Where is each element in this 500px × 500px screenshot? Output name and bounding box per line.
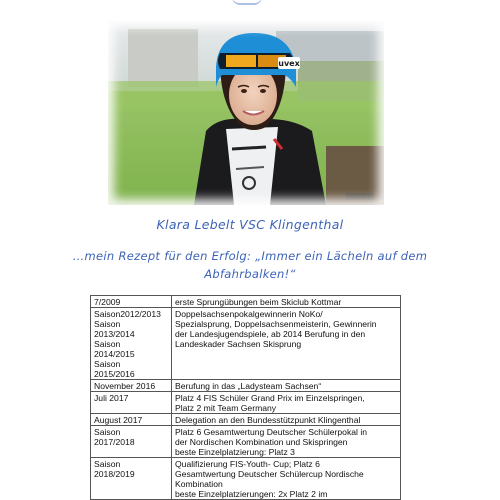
cell-line: Landeskader Sachsen Skisprung xyxy=(175,338,302,349)
career-row xyxy=(91,392,401,414)
career-text-cell xyxy=(172,380,401,392)
cell-line: Delegation an den Bundesstützpunkt Klingenthal xyxy=(175,414,361,425)
cell-line: beste Einzelplatzierung: Platz 3 xyxy=(175,446,295,457)
career-row xyxy=(91,414,401,426)
career-table xyxy=(90,295,401,500)
career-row xyxy=(91,458,401,500)
cell-line: Saison2012/2013 xyxy=(94,308,161,319)
cell-line: 7/2009 xyxy=(94,296,121,307)
cell-line: Saison xyxy=(94,458,121,469)
career-period-cell xyxy=(91,426,172,458)
career-period-cell xyxy=(91,296,172,308)
cell-line: der Landesjugendspiele, ab 2014 Berufung in den xyxy=(175,328,366,339)
athlete-photo-illustration xyxy=(108,21,384,205)
athlete-photo xyxy=(108,21,384,205)
career-row xyxy=(91,380,401,392)
career-row xyxy=(91,296,401,308)
cropped-heading-fragment xyxy=(0,0,500,8)
cell-line: November 2016 xyxy=(94,380,156,391)
cell-line: 2015/2016 xyxy=(94,368,135,379)
cell-line: Qualifizierung FIS-Youth- Cup; Platz 6 xyxy=(175,458,320,469)
career-text-cell xyxy=(172,392,401,414)
career-period-cell xyxy=(91,392,172,414)
cell-line: 2018/2019 xyxy=(94,468,135,479)
cell-line: Platz 4 FIS Schüler Grand Prix im Einzelspringen, xyxy=(175,392,365,403)
cell-line: Gesamtwertung Deutscher Schülercup Nordische xyxy=(175,468,364,479)
cell-line: der Nordischen Kombination und Skispringen xyxy=(175,436,348,447)
helmet-brand-label: uvex xyxy=(278,59,300,68)
cell-line: Saison xyxy=(94,318,121,329)
career-row xyxy=(91,308,401,380)
career-text-cell xyxy=(172,296,401,308)
career-text-cell xyxy=(172,308,401,380)
cell-line: Berufung in das „Ladysteam Sachsen“ xyxy=(175,380,322,391)
career-period-cell xyxy=(91,308,172,380)
cell-line: 2017/2018 xyxy=(94,436,135,447)
cell-line: beste Einzelplatzierungen: 2x Platz 2 im xyxy=(175,488,328,499)
career-text-cell xyxy=(172,414,401,426)
career-text-cell xyxy=(172,458,401,500)
cell-line: Saison xyxy=(94,358,121,369)
career-period-cell xyxy=(91,458,172,500)
quote-line-1: …mein Rezept für den Erfolg: „Immer ein Lächeln auf dem xyxy=(72,249,428,263)
career-period-cell xyxy=(91,414,172,426)
cell-line: Saison xyxy=(94,338,121,349)
cell-line: Spezialsprung, Doppelsachsenmeisterin, Gewinnerin xyxy=(175,318,377,329)
career-text-cell xyxy=(172,426,401,458)
athlete-name-caption: Klara Lebelt VSC Klingenthal xyxy=(156,217,344,232)
cell-line: August 2017 xyxy=(94,414,143,425)
cell-line: 2013/2014 xyxy=(94,328,135,339)
cell-line: Platz 2 mit Team Germany xyxy=(175,402,277,413)
career-row xyxy=(91,426,401,458)
cell-line: Platz 6 Gesamtwertung Deutscher Schülerpokal in xyxy=(175,426,368,437)
cell-line: 2014/2015 xyxy=(94,348,135,359)
cell-line: erste Sprungübungen beim Skiclub Kottmar xyxy=(175,296,342,307)
career-period-cell xyxy=(91,380,172,392)
quote-line-2: Abfahrbalken!“ xyxy=(204,267,296,281)
cell-line: Saison xyxy=(94,426,121,437)
cell-line: Kombination xyxy=(175,478,223,489)
cell-line: Juli 2017 xyxy=(94,392,129,403)
cell-line: Doppelsachsenpokalgewinnerin NoKo/ xyxy=(175,308,323,319)
